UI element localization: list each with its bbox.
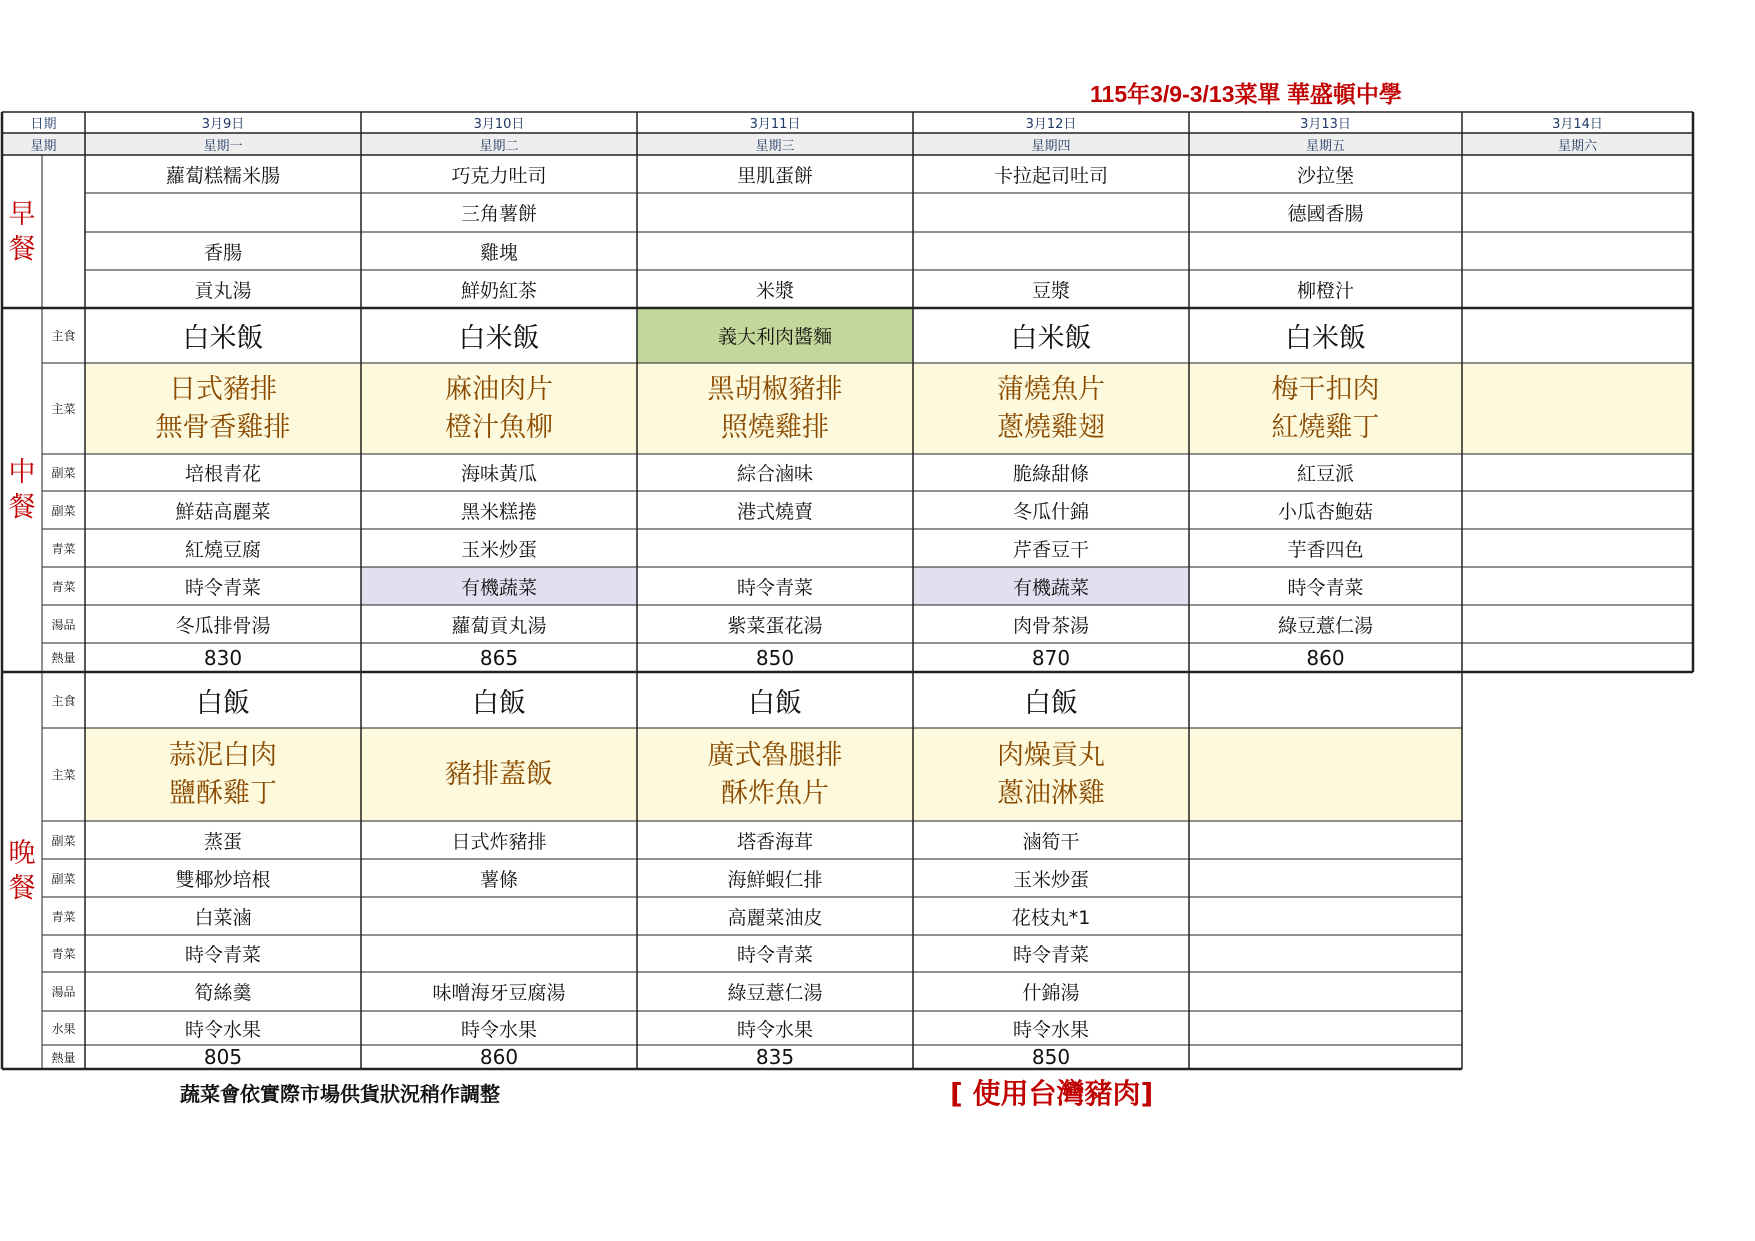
breakfast-label-char: 早: [8, 198, 36, 230]
dinner-veg2: 時令青菜: [184, 944, 261, 966]
day-date: 3月9日: [201, 117, 245, 132]
breakfast-item: 鮮奶紅茶: [460, 279, 537, 302]
dinner-staple: 白飯: [196, 687, 250, 719]
lunch-row-label: 副菜: [51, 503, 76, 518]
dinner-side2: 雙椰炒培根: [175, 868, 271, 891]
lunch-veg2: 時令青菜: [1287, 576, 1364, 599]
dinner-main-dish-name: 廣式魯腿排: [707, 739, 843, 771]
lunch-side1: 海味黃瓜: [460, 463, 537, 485]
dinner-staple: 白飯: [748, 687, 802, 719]
dinner-veg1: 花枝丸*1: [1011, 906, 1091, 929]
dinner-soup: 綠豆薏仁湯: [727, 982, 823, 1004]
lunch-main-dish-name: 黑胡椒豬排: [707, 373, 843, 405]
lunch-staple: 白米飯: [458, 323, 540, 354]
lunch-staple: 白米飯: [1010, 323, 1092, 354]
dinner-main-dish-name: 酥炸魚片: [721, 777, 829, 809]
breakfast-item: 蘿蔔糕糯米腸: [165, 164, 280, 187]
lunch-main-dish-name: 橙汁魚柳: [445, 411, 553, 443]
dinner-fruit: 時令水果: [460, 1018, 537, 1041]
breakfast-item: 豆漿: [1031, 279, 1070, 302]
vegetable-note: 蔬菜會依實際市場供貨狀況稍作調整: [180, 1082, 500, 1106]
lunch-veg1: 芹香豆干: [1012, 538, 1089, 561]
dinner-row-label: 主食: [51, 693, 76, 708]
dinner-fruit: 時令水果: [184, 1018, 261, 1041]
lunch-staple: 白米飯: [182, 323, 264, 354]
lunch-soup: 冬瓜排骨湯: [175, 614, 271, 637]
dinner-row-label: 主菜: [51, 768, 76, 782]
lunch-side2: 港式燒賣: [736, 500, 813, 523]
lunch-veg2: 時令青菜: [736, 576, 813, 599]
day-weekday: 星期一: [85, 133, 361, 155]
dinner-side1: 蒸蛋: [203, 830, 242, 853]
lunch-row-label: 主菜: [51, 402, 76, 416]
lunch-row-label: 主食: [51, 329, 76, 343]
lunch-side1: 綜合滷味: [736, 463, 813, 485]
breakfast-item: 柳橙汁: [1296, 279, 1354, 302]
dinner-side1: 日式炸豬排: [451, 830, 547, 853]
dinner-row-label: 青菜: [51, 909, 76, 924]
dinner-fruit: 時令水果: [1012, 1018, 1089, 1041]
dinner-soup: 味噌海牙豆腐湯: [432, 982, 566, 1004]
breakfast-item: 貢丸湯: [194, 279, 252, 302]
dinner-side2: 海鮮蝦仁排: [727, 868, 823, 891]
dinner-soup: 什錦湯: [1022, 982, 1080, 1004]
lunch-soup: 蘿蔔貢丸湯: [451, 614, 547, 637]
lunch-main-dish-name: 紅燒雞丁: [1271, 411, 1380, 443]
lunch-main-dish-name: 麻油肉片: [445, 373, 553, 405]
breakfast-item: 雞塊: [479, 241, 518, 264]
lunch-veg1: 紅燒豆腐: [184, 538, 261, 561]
dinner-fruit: 時令水果: [736, 1018, 813, 1041]
dinner-veg2: 時令青菜: [736, 944, 813, 966]
lunch-staple: 白米飯: [1285, 323, 1366, 354]
lunch-main-dish-name: 日式豬排: [169, 373, 277, 405]
lunch-main-dish-name: 梅干扣肉: [1271, 373, 1380, 405]
breakfast-item: 里肌蛋餅: [736, 164, 813, 187]
lunch-side1: 紅豆派: [1296, 463, 1354, 485]
lunch-side2: 鮮菇高麗菜: [175, 500, 271, 523]
day-weekday: 星期二: [361, 133, 637, 155]
lunch-calories: 870: [1031, 645, 1071, 670]
day-weekday: 星期三: [637, 133, 913, 155]
dinner-side1: 塔香海茸: [736, 830, 813, 853]
lunch-row-label: 副菜: [51, 466, 76, 480]
dinner-row-label: 副菜: [51, 833, 76, 848]
dinner-label-char: 餐: [8, 872, 36, 904]
day-date: 3月14日: [1552, 117, 1603, 132]
lunch-row-label: 青菜: [51, 579, 76, 594]
lunch-main-dish-name: 照燒雞排: [721, 411, 829, 443]
breakfast-label-char: 餐: [8, 233, 36, 265]
dinner-row-label: 熱量: [51, 1050, 76, 1065]
lunch-calories: 850: [755, 645, 795, 670]
dinner-calories: 860: [479, 1045, 519, 1069]
lunch-side2: 冬瓜什錦: [1012, 500, 1089, 523]
dinner-main-dish-name: 鹽酥雞丁: [169, 777, 277, 809]
lunch-calories: 860: [1306, 645, 1345, 670]
lunch-label-char: 餐: [8, 492, 36, 523]
lunch-row-label: 湯品: [51, 617, 76, 632]
dinner-main-dish-name: 蔥油淋雞: [997, 777, 1105, 809]
lunch-row-label: 熱量: [51, 651, 76, 665]
menu-title: 115年3/9-3/13菜單 華盛頓中學: [1090, 81, 1402, 107]
date-label: 日期: [30, 117, 57, 132]
day-date: 3月13日: [1300, 117, 1351, 132]
day-weekday: 星期四: [913, 133, 1189, 155]
dinner-calories: 850: [1031, 1045, 1071, 1069]
dinner-main-dish-name: 肉燥貢丸: [997, 739, 1105, 771]
lunch-soup: 紫菜蛋花湯: [727, 614, 823, 637]
dinner-soup: 筍絲羹: [194, 982, 252, 1004]
dinner-side1: 滷筍干: [1022, 830, 1080, 853]
lunch-side1: 脆綠甜條: [1012, 463, 1089, 485]
dinner-row-label: 湯品: [51, 985, 76, 999]
dinner-side2: 玉米炒蛋: [1012, 868, 1089, 891]
lunch-main-dish-name: 蔥燒雞翅: [997, 411, 1105, 443]
lunch-side2: 小瓜杏鮑菇: [1277, 500, 1373, 523]
day-weekday: 星期六: [1462, 133, 1693, 155]
day-date: 3月10日: [473, 117, 525, 132]
lunch-veg1: 芋香四色: [1287, 538, 1364, 561]
lunch-main-dish-name: 無骨香雞排: [155, 411, 291, 443]
lunch-calories: 830: [203, 645, 243, 670]
dinner-calories: 835: [755, 1045, 795, 1069]
lunch-soup: 肉骨茶湯: [1012, 614, 1089, 637]
dinner-row-label: 副菜: [51, 871, 76, 886]
pork-origin-note: [ 使用台灣豬肉]: [950, 1077, 1154, 1110]
dinner-veg1: 高麗菜油皮: [727, 906, 823, 929]
dinner-veg2: 時令青菜: [1012, 944, 1089, 966]
lunch-veg1: 玉米炒蛋: [460, 538, 537, 561]
lunch-main-dish-name: 蒲燒魚片: [997, 373, 1105, 405]
dinner-staple: 白飯: [472, 687, 526, 719]
breakfast-item: 沙拉堡: [1296, 164, 1354, 187]
breakfast-item: 米漿: [755, 279, 794, 302]
lunch-calories: 865: [479, 645, 519, 670]
breakfast-item: 三角薯餅: [460, 203, 537, 225]
dinner-main-dish-name: 蒜泥白肉: [169, 739, 277, 771]
lunch-staple: 義大利肉醬麵: [637, 308, 913, 363]
weekday-label: 星期: [2, 133, 85, 155]
lunch-side2: 黑米糕捲: [460, 500, 537, 523]
breakfast-item: 卡拉起司吐司: [993, 164, 1108, 187]
breakfast-item: 香腸: [203, 241, 242, 264]
dinner-row-label: 水果: [51, 1021, 76, 1036]
lunch-veg2: 時令青菜: [184, 576, 261, 599]
lunch-side1: 培根青花: [184, 463, 261, 485]
dinner-veg1: 白菜滷: [194, 906, 252, 929]
dinner-staple: 白飯: [1024, 687, 1078, 719]
breakfast-item: 巧克力吐司: [451, 164, 547, 187]
lunch-soup: 綠豆薏仁湯: [1277, 614, 1373, 637]
dinner-main-dish-name: 豬排蓋飯: [445, 758, 553, 790]
dinner-calories: 805: [203, 1045, 243, 1069]
lunch-label-char: 中: [8, 457, 36, 488]
lunch-row-label: 青菜: [51, 541, 76, 556]
breakfast-item: 德國香腸: [1287, 203, 1364, 225]
day-date: 3月12日: [1025, 117, 1077, 132]
day-date: 3月11日: [749, 117, 801, 132]
lunch-veg2: 有機蔬菜: [913, 567, 1189, 605]
dinner-row-label: 青菜: [51, 947, 76, 961]
lunch-veg2: 有機蔬菜: [361, 567, 637, 605]
day-weekday: 星期五: [1189, 133, 1462, 155]
dinner-label-char: 晚: [8, 837, 36, 869]
dinner-side2: 薯條: [479, 868, 518, 891]
